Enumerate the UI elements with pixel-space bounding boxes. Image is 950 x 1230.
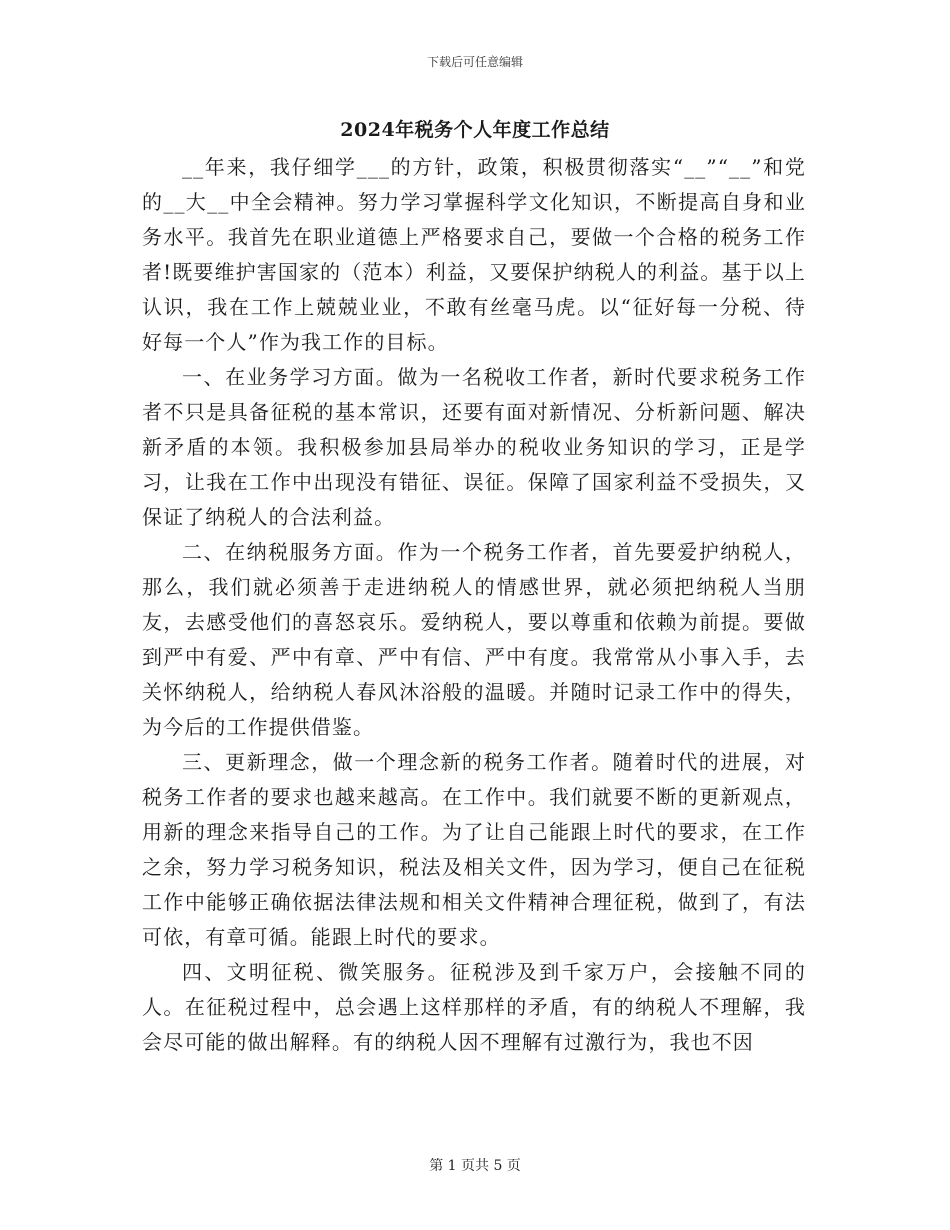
- document-body: [142, 150, 806, 1060]
- document-title: 2024年税务个人年度工作总结: [340, 119, 610, 141]
- paragraph-intro: __年来，我仔细学___的方针，政策，积极贯彻落实“__”“__”和党的__大__中全会精神。努力学习掌握科学文化知识，不断提高自身和业务水平。我首先在职业道德上严格要求自己，要做一个合格的税务工作者!既要维护害国家的（范本）利益，又要保护纳税人的利益。基于以上认识，我在工作上兢兢业业，不敢有丝毫马虎。以“征好每一分税、待好每一个人”作为我工作的目标。: [142, 155, 806, 354]
- page-number-footer: 第 1 页共 5 页: [429, 1158, 521, 1174]
- header-note: 下载后可任意编辑: [426, 55, 523, 69]
- paragraph-section-3: 三、更新理念，做一个理念新的税务工作者。随着时代的进展，对税务工作者的要求也越来越高。在工作中。我们就要不断的更新观点，用新的理念来指导自己的工作。为了让自己能跟上时代的要求，在工作之余，努力学习税务知识，税法及相关文件，因为学习，便自己在征税工作中能够正确依据法律法规和相关文件精神合理征税，做到了，有法可依，有章可循。能跟上时代的要求。: [142, 750, 806, 949]
- paragraph-section-4: 四、文明征税、微笑服务。征税涉及到千家万户，会接触不同的人。在征税过程中，总会遇上这样那样的矛盾，有的纳税人不理解，我会尽可能的做出解释。有的纳税人因不理解有过激行为，我也不因: [142, 960, 806, 1054]
- paragraph-section-1: 一、在业务学习方面。做为一名税收工作者，新时代要求税务工作者不只是具备征税的基本常识，还要有面对新情况、分析新问题、解决新矛盾的本领。我积极参加县局举办的税收业务知识的学习，正是学习，让我在工作中出现没有错征、误征。保障了国家利益不受损失，又保证了纳税人的合法利益。: [142, 365, 806, 529]
- paragraph-section-2: 二、在纳税服务方面。作为一个税务工作者，首先要爱护纳税人，那么，我们就必须善于走进纳税人的情感世界，就必须把纳税人当朋友，去感受他们的喜怒哀乐。爱纳税人，要以尊重和依赖为前提。要做到严中有爱、严中有章、严中有信、严中有度。我常常从小事入手，去关怀纳税人，给纳税人春风沐浴般的温暖。并随时记录工作中的得失，为今后的工作提供借鉴。: [142, 540, 806, 739]
